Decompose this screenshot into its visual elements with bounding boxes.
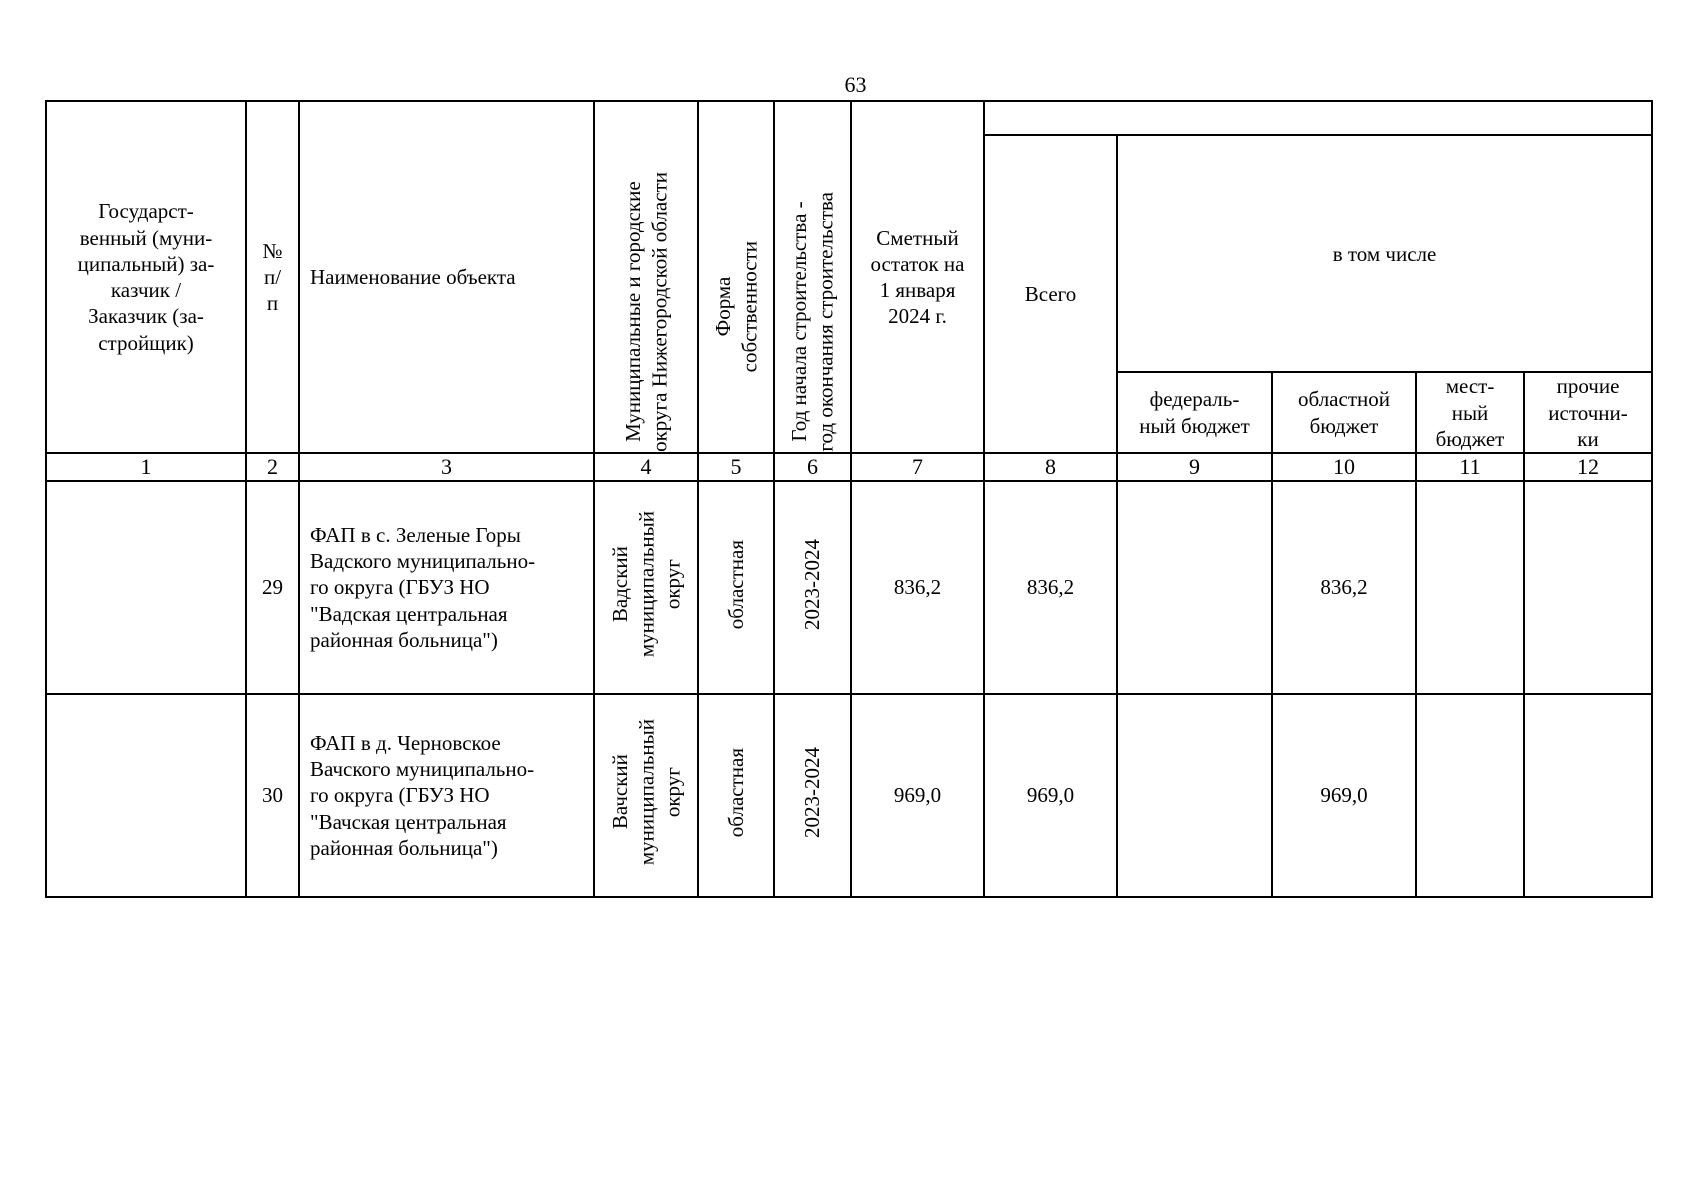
cell-row-number: 30 xyxy=(246,694,299,897)
cell-federal xyxy=(1117,694,1272,897)
column-number: 8 xyxy=(984,453,1117,481)
header-regional: областной бюджет xyxy=(1272,372,1416,453)
column-number: 11 xyxy=(1416,453,1524,481)
header-ownership-text: Форма собственности xyxy=(710,240,761,372)
cell-municipality-text: Вадский муниципальный округ xyxy=(607,511,685,658)
header-local: мест- ный бюджет xyxy=(1416,372,1524,453)
cell-object-name: ФАП в с. Зеленые Горы Вадского муниципально- го округа (ГБУЗ НО "Вадская центральная районная больница") xyxy=(299,481,594,694)
cell-total: 969,0 xyxy=(984,694,1117,897)
cell-customer xyxy=(46,481,246,694)
header-ownership xyxy=(698,101,774,453)
cell-other xyxy=(1524,481,1652,694)
cell-ownership-text: областная xyxy=(723,747,748,837)
header-other: прочие источни- ки xyxy=(1524,372,1652,453)
cell-estimate: 836,2 xyxy=(851,481,984,694)
cell-ownership xyxy=(698,694,774,897)
header-including: в том числе xyxy=(1117,135,1652,372)
column-number: 7 xyxy=(851,453,984,481)
column-numbers-row xyxy=(46,453,1652,481)
cell-customer xyxy=(46,694,246,897)
header-years xyxy=(774,101,851,453)
header-federal: федераль- ный бюджет xyxy=(1117,372,1272,453)
header-years-text: Год начала строительства - год окончания строительства xyxy=(787,192,838,452)
column-number: 9 xyxy=(1117,453,1272,481)
cell-regional: 969,0 xyxy=(1272,694,1416,897)
budget-table xyxy=(45,100,1653,898)
cell-object-name: ФАП в д. Черновское Вачского муниципально- го округа (ГБУЗ НО "Вачская центральная районная больница") xyxy=(299,694,594,897)
header-object-name: Наименование объекта xyxy=(299,101,594,453)
column-number: 1 xyxy=(46,453,246,481)
cell-federal xyxy=(1117,481,1272,694)
column-number: 5 xyxy=(698,453,774,481)
header-estimate: Сметный остаток на 1 января 2024 г. xyxy=(851,101,984,453)
cell-regional: 836,2 xyxy=(1272,481,1416,694)
column-number: 6 xyxy=(774,453,851,481)
cell-municipality xyxy=(594,694,698,897)
cell-years-text: 2023-2024 xyxy=(800,746,825,838)
cell-local xyxy=(1416,694,1524,897)
column-number: 2 xyxy=(246,453,299,481)
table-row xyxy=(46,481,1652,694)
header-customer: Государст- венный (муни- ципальный) за- казчик / Заказчик (за- стройщик) xyxy=(46,101,246,453)
table-row xyxy=(46,694,1652,897)
column-number: 3 xyxy=(299,453,594,481)
cell-years xyxy=(774,694,851,897)
cell-estimate: 969,0 xyxy=(851,694,984,897)
page-number: 63 xyxy=(844,72,867,97)
cell-ownership xyxy=(698,481,774,694)
column-number: 4 xyxy=(594,453,698,481)
cell-local xyxy=(1416,481,1524,694)
header-total: Всего xyxy=(984,135,1117,453)
cell-years xyxy=(774,481,851,694)
header-municipality-text: Муниципальные и городские округа Нижегородской области xyxy=(620,172,671,452)
header-blank-cell xyxy=(984,101,1652,135)
cell-years-text: 2023-2024 xyxy=(800,538,825,630)
column-number: 10 xyxy=(1272,453,1416,481)
cell-other xyxy=(1524,694,1652,897)
header-row-number: № п/ п xyxy=(246,101,299,453)
cell-ownership-text: областная xyxy=(723,539,748,629)
cell-total: 836,2 xyxy=(984,481,1117,694)
cell-row-number: 29 xyxy=(246,481,299,694)
cell-municipality-text: Вачский муниципальный округ xyxy=(607,719,685,866)
header-row-top xyxy=(46,101,1652,135)
cell-municipality xyxy=(594,481,698,694)
header-municipality xyxy=(594,101,698,453)
column-number: 12 xyxy=(1524,453,1652,481)
